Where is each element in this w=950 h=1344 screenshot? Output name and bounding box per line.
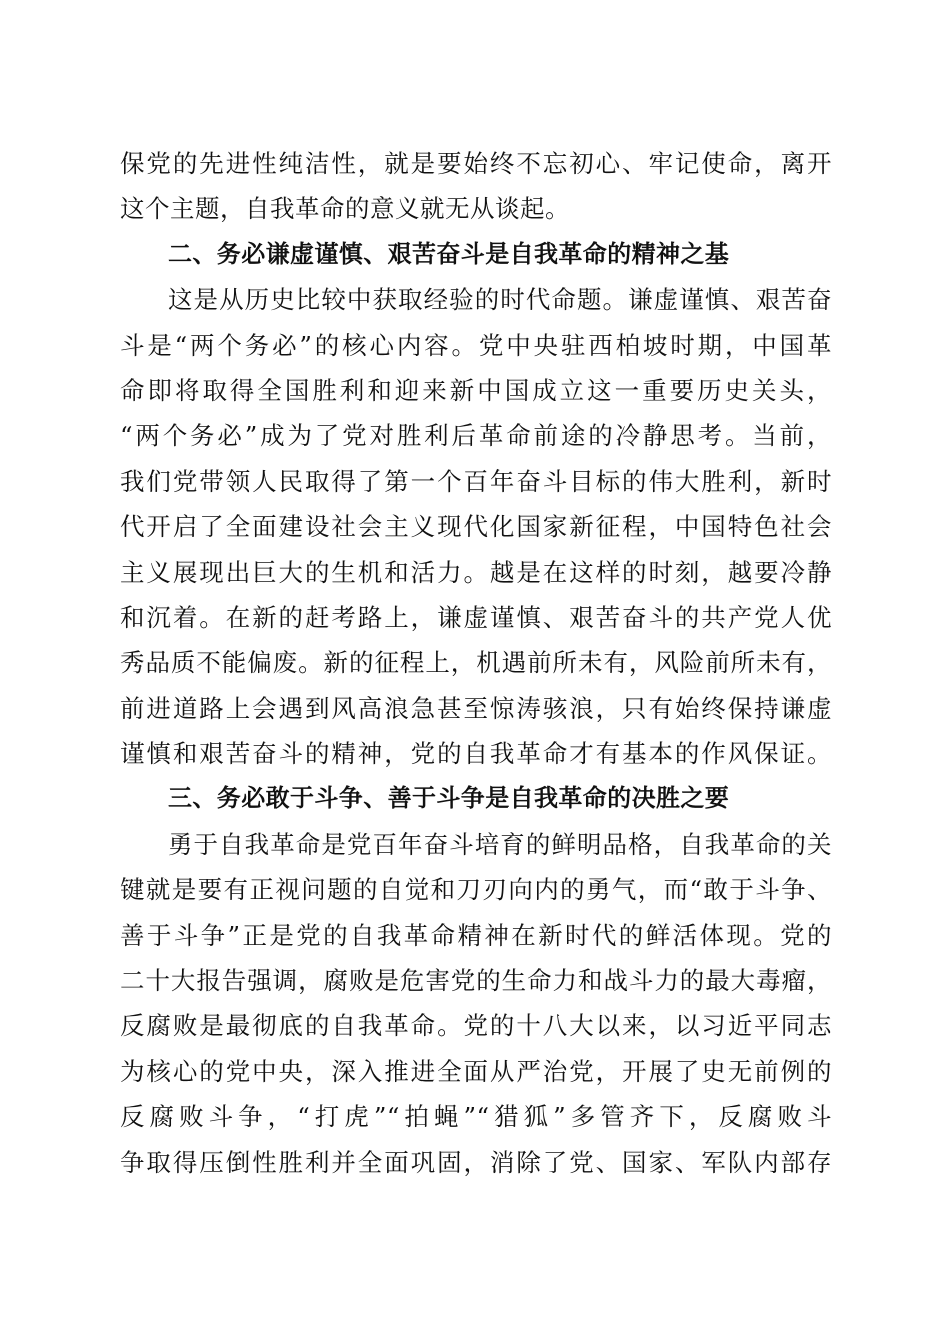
section-2-line: 命即将取得全国胜利和迎来新中国成立这一重要历史关头，	[120, 375, 832, 405]
section-2-line: “两个务必”成为了党对胜利后革命前途的冷静思考。当前，	[120, 421, 832, 451]
section-3-line: 勇于自我革命是党百年奋斗培育的鲜明品格，自我革命的关	[168, 829, 832, 859]
section-2-line: 我们党带领人民取得了第一个百年奋斗目标的伟大胜利，新时	[120, 466, 832, 496]
section-2-line: 主义展现出巨大的生机和活力。越是在这样的时刻，越要冷静	[120, 557, 832, 587]
section-2-line: 代开启了全面建设社会主义现代化国家新征程，中国特色社会	[120, 512, 832, 542]
section-2-line: 这是从历史比较中获取经验的时代命题。谦虚谨慎、艰苦奋	[168, 285, 832, 315]
section-3-line: 反腐败斗争，“打虎”“拍蝇”“猎狐”多管齐下，反腐败斗	[120, 1102, 832, 1132]
section-2-heading: 二、务必谦虚谨慎、艰苦奋斗是自我革命的精神之基	[168, 239, 730, 268]
section-3-line: 善于斗争”正是党的自我革命精神在新时代的鲜活体现。党的	[120, 920, 832, 950]
document-body	[120, 141, 832, 1185]
section-3-line: 争取得压倒性胜利并全面巩固，消除了党、国家、军队内部存	[120, 1147, 832, 1177]
section-2-line: 谨慎和艰苦奋斗的精神，党的自我革命才有基本的作风保证。	[120, 739, 832, 769]
intro-line-2: 这个主题，自我革命的意义就无从谈起。	[120, 194, 570, 224]
intro-line-1: 保党的先进性纯洁性，就是要始终不忘初心、牢记使命，离开	[120, 149, 832, 178]
section-2-line: 和沉着。在新的赶考路上，谦虚谨慎、艰苦奋斗的共产党人优	[120, 602, 832, 632]
section-3-line: 反腐败是最彻底的自我革命。党的十八大以来，以习近平同志	[120, 1011, 832, 1041]
section-3-heading: 三、务必敢于斗争、善于斗争是自我革命的决胜之要	[168, 784, 730, 813]
section-3-line: 键就是要有正视问题的自觉和刀刃向内的勇气，而“敢于斗争、	[120, 875, 832, 905]
section-2-line: 前进道路上会遇到风高浪急甚至惊涛骇浪，只有始终保持谦虚	[120, 693, 832, 723]
section-2-line: 秀品质不能偏废。新的征程上，机遇前所未有，风险前所未有，	[120, 648, 832, 678]
section-3-line: 二十大报告强调，腐败是危害党的生命力和战斗力的最大毒瘤，	[120, 966, 832, 996]
section-2-line: 斗是“两个务必”的核心内容。党中央驻西柏坡时期，中国革	[120, 330, 832, 360]
section-3-line: 为核心的党中央，深入推进全面从严治党，开展了史无前例的	[120, 1056, 832, 1086]
